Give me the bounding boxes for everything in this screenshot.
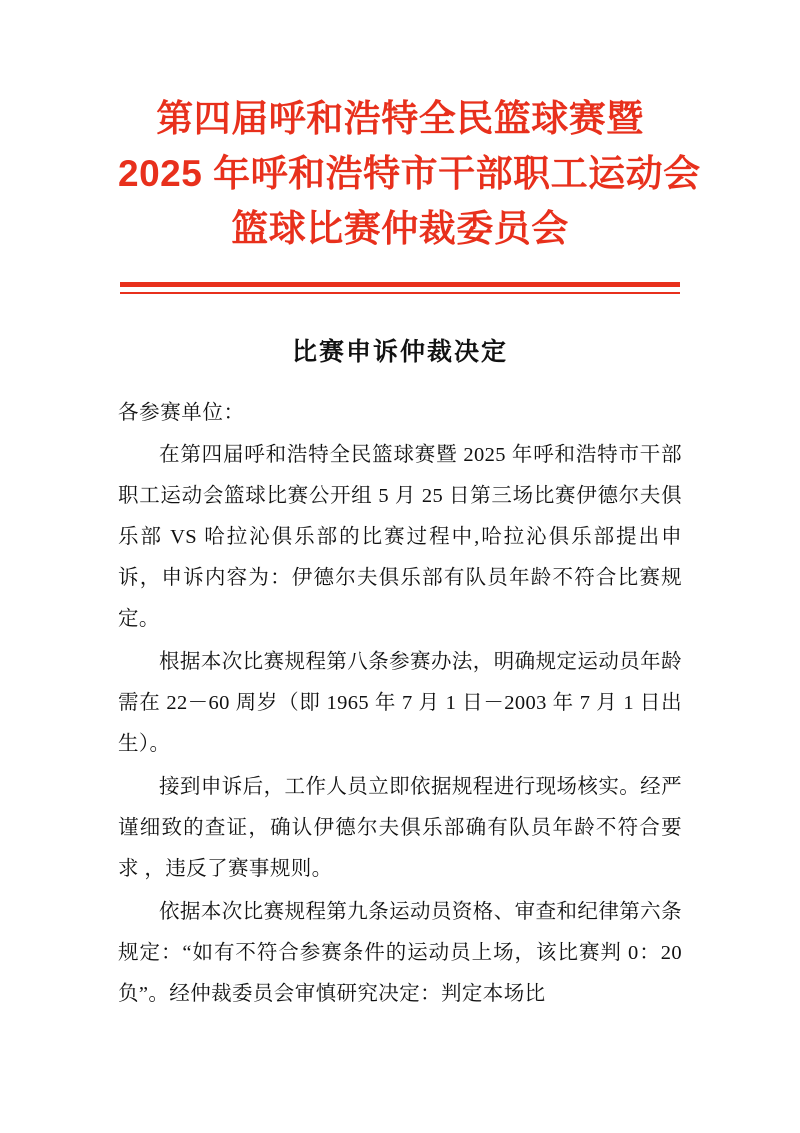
letterhead-line-1: 第四届呼和浩特全民篮球赛暨 (156, 98, 644, 139)
divider-thin-rule (120, 292, 680, 294)
body-paragraph-1: 在第四届呼和浩特全民篮球赛暨 2025 年呼和浩特市干部职工运动会篮球比赛公开组 5 月 25 日第三场比赛伊德尔夫俱乐部 VS 哈拉沁俱乐部的比赛过程中,哈拉沁俱乐部提出申诉，申诉内容为：伊德尔夫俱乐部有队员年龄不符合比赛规定。 (118, 444, 682, 631)
body-paragraph-3: 接到申诉后，工作人员立即依据规程进行现场核实。经严谨细致的查证，确认伊德尔夫俱乐部确有队员年龄不符合要求 ，违反了赛事规则。 (118, 776, 682, 881)
letterhead (118, 0, 701, 294)
salutation: 各参赛单位： (118, 402, 245, 425)
body-paragraph-2: 根据本次比赛规程第八条参赛办法，明确规定运动员年龄需在 22－60 周岁（即 1965 年 7 月 1 日－2003 年 7 月 1 日出生）。 (118, 651, 682, 756)
letterhead-line-3: 篮球比赛仲裁委员会 (231, 207, 569, 249)
letterhead-divider (118, 282, 682, 294)
letterhead-line-2: 2025 年呼和浩特市干部职工运动会 (118, 152, 701, 194)
body-paragraph-4: 依据本次比赛规程第九条运动员资格、审查和纪律第六条规定：“如有不符合参赛条件的运动员上场，该比赛判 0：20 负”。经仲裁委员会审慎研究决定：判定本场比 (118, 901, 682, 1006)
page-title: 比赛申诉仲裁决定 (291, 338, 508, 367)
